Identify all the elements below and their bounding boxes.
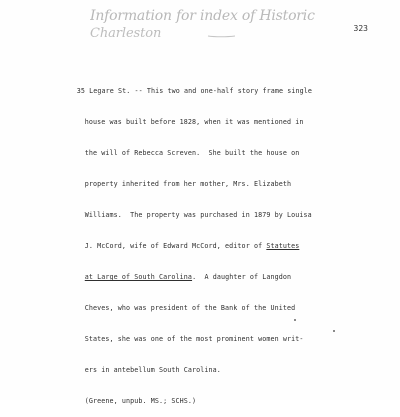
entry-line bbox=[52, 386, 352, 406]
entry-line-text: ers in antebellum South Carolina. bbox=[84, 366, 221, 375]
book-title-fragment: at Large of South Carolina bbox=[84, 273, 193, 282]
entry-line bbox=[52, 324, 352, 344]
entry-line bbox=[52, 355, 352, 375]
entry-line bbox=[52, 262, 352, 282]
entry-line bbox=[52, 169, 352, 189]
entry-line-text: . A daughter of Langdon bbox=[192, 273, 292, 282]
entry-line bbox=[52, 200, 352, 220]
handwritten-note-line2: Charleston bbox=[90, 26, 162, 41]
entry-line bbox=[52, 76, 352, 96]
handwritten-note-line1: Information for index of Historic bbox=[90, 8, 315, 24]
entry-text bbox=[52, 55, 352, 417]
handwritten-note-svg bbox=[90, 6, 320, 42]
entry-line bbox=[52, 138, 352, 158]
page-number: 323 bbox=[353, 24, 368, 33]
entry-line-text: Cheves, who was president of the Bank of the United bbox=[84, 304, 296, 313]
entry-line-text: 35 Legare St. -- This two and one-half story frame single bbox=[76, 87, 312, 96]
entry-line-text: (Greene, unpub. MS.; SCHS.) bbox=[84, 397, 197, 406]
entry-line-text: property inherited from her mother, Mrs. Elizabeth bbox=[84, 180, 292, 189]
entry-line-text: J. McCord, wife of Edward McCord, editor of bbox=[84, 242, 267, 251]
entry-line-text: the will of Rebecca Screven. She built the house on bbox=[84, 149, 300, 158]
paper-speck bbox=[333, 330, 335, 332]
paper-speck bbox=[294, 319, 296, 321]
handwritten-note bbox=[90, 6, 320, 42]
entry-line-text: States, she was one of the most prominent women writ- bbox=[84, 335, 304, 344]
entry-line bbox=[52, 293, 352, 313]
entry-line bbox=[52, 107, 352, 127]
entry-line-text: house was built before 1828, when it was mentioned in bbox=[84, 118, 304, 127]
book-title-fragment: Statutes bbox=[266, 242, 300, 251]
entry-line bbox=[52, 231, 352, 251]
handwritten-underline bbox=[208, 36, 235, 37]
entry-line-text: Williams. The property was purchased in 1879 by Louisa bbox=[84, 211, 312, 220]
